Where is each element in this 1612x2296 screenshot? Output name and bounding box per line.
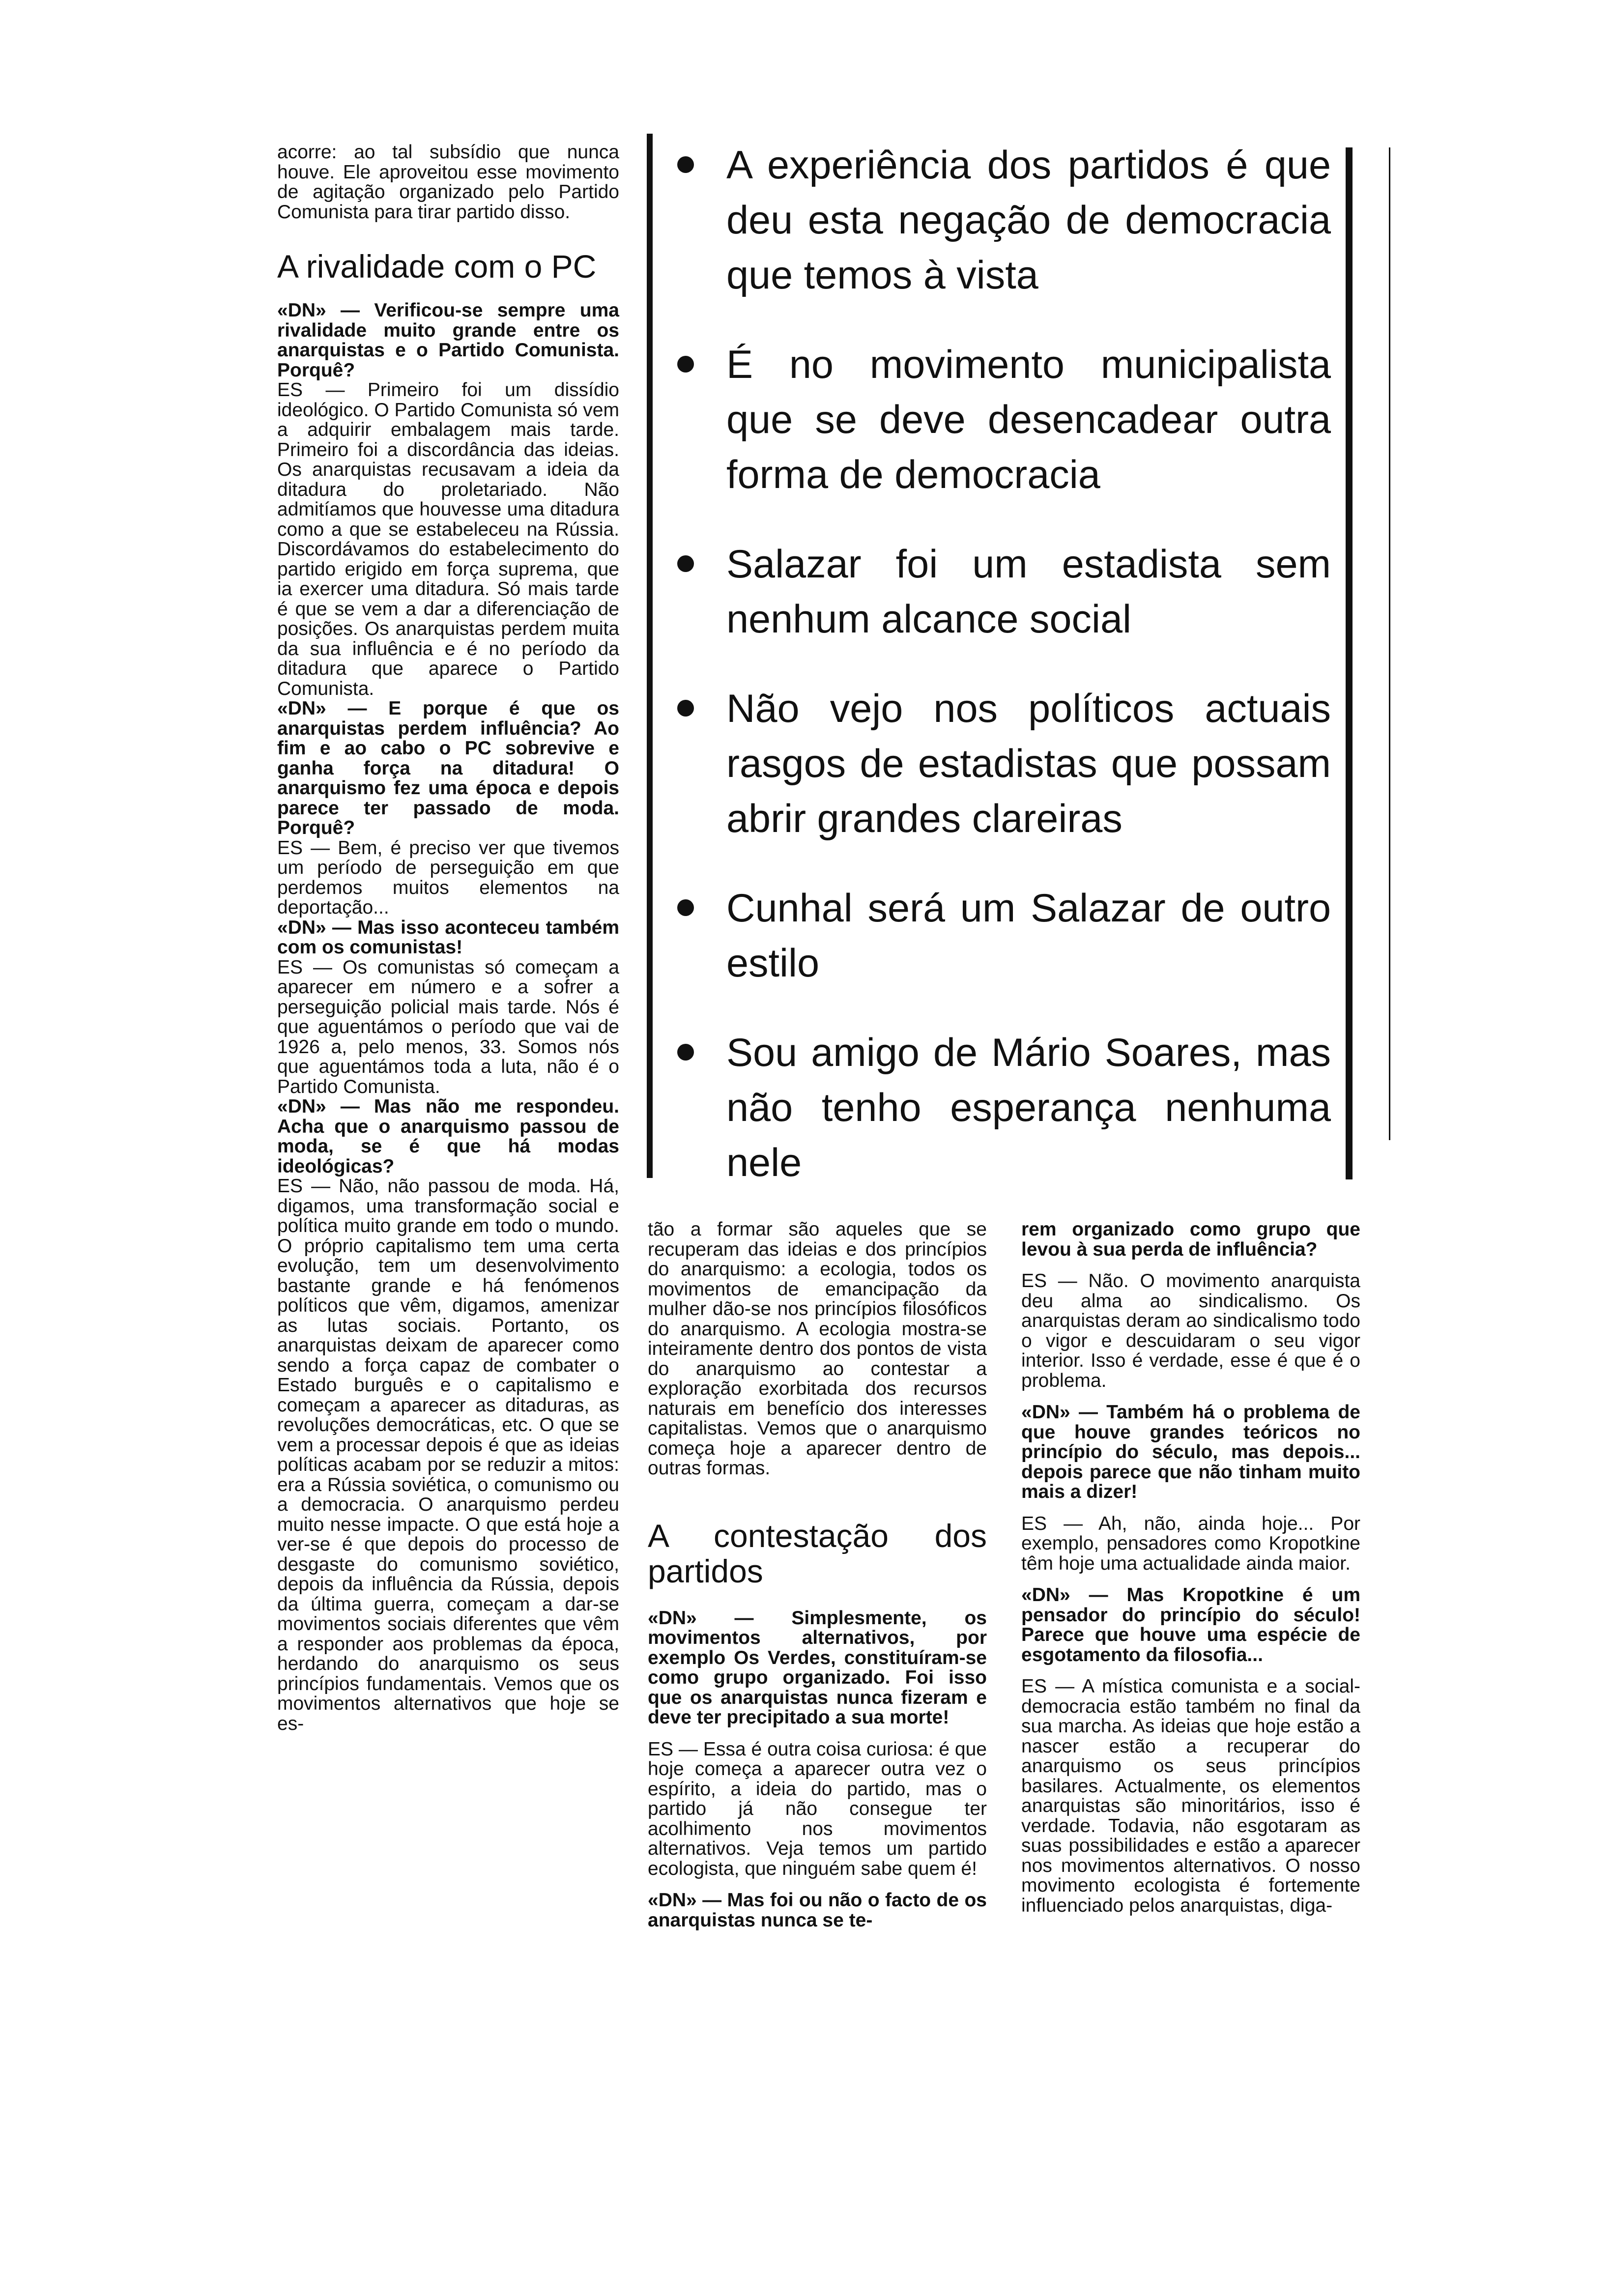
bullet-icon (677, 156, 694, 173)
question-1: «DN» — Verificou-se sempre uma rivalidade muito grande entre os anarquistas e o Partido Comunista. Porquê? (277, 300, 619, 381)
column-3 (1021, 1220, 1360, 1916)
answer-1: ES — Primeiro foi um dissídio ideológico. O Partido Comunista só vem a adquirir embalagem mais tarde. Primeiro foi a discordância das ideias. Os anarquistas recusavam a ideia da ditadura do proletariado. Não admitíamos que houvesse uma ditadura como a que se estabeleceu na Rússia. Discordávamos do estabelecimento do partido erigido em força suprema, que ia exercer uma ditadura. Só mais tarde é que se vem a dar a diferenciação de posições. Os anarquistas perdem muita da sua influência e é no período da ditadura que aparece o Partido Comunista. (277, 379, 619, 699)
pullquote-text: É no movimento municipalista que se deve desencadear outra forma de democracia (726, 343, 1331, 497)
pullquote-item (677, 1025, 1331, 1190)
answer-5: ES — Essa é outra coisa curiosa: é que hoje começa a aparecer outra vez o espírito, a ideia do partido, mas o partido já não consegue ter acolhimento nos movimentos alternativos. Veja temos um partido ecologista, que ninguém sabe quem é! (648, 1738, 987, 1879)
answer-7: ES — Ah, não, ainda hoje... Por exemplo, pensadores como Kropotkine têm hoje uma actualidade ainda maior. (1021, 1513, 1360, 1574)
answer-6: ES — Não. O movimento anarquista deu alma ao sindicalismo. Os anarquistas deram ao sindicalismo todo o vigor e descuidaram o seu vigor interior. Isso é verdade, esse é que é o problema. (1021, 1270, 1360, 1391)
pullquote-list (677, 138, 1331, 1190)
pullquote-left-rule (647, 134, 653, 1178)
pullquote-text: Sou amigo de Mário Soares, mas não tenho esperança nenhuma nele (726, 1031, 1331, 1185)
pullquote-text: Cunhal será um Salazar de outro estilo (726, 886, 1331, 985)
bullet-icon (677, 1044, 694, 1061)
page-edge-rule (1389, 147, 1390, 1140)
pullquote-item (677, 337, 1331, 502)
pullquote-text: A experiência dos partidos é que deu esta negação de democracia que temos à vista (726, 143, 1331, 297)
section-heading-contestacao: A contestação dos partidos (648, 1517, 987, 1589)
pullquote-item (677, 881, 1331, 991)
bullet-icon (677, 356, 694, 373)
bullet-icon (677, 700, 694, 717)
column-1 (277, 143, 619, 1734)
question-2: «DN» — E porque é que os anarquistas perdem influência? Ao fim e ao cabo o PC sobrevive e ganha força na ditadura! O anarquismo fez uma época e depois parece ter passado de moda. Porquê? (277, 698, 619, 838)
bullet-icon (677, 555, 694, 572)
answer-4: ES — Não, não passou de moda. Há, digamos, uma transformação social e política muito grande em todo o mundo. O próprio capitalismo tem uma certa evolução, tem um desenvolvimento bastante grande e há fenómenos políticos que vêm, digamos, amenizar as lutas sociais. Portanto, os anarquistas deixam de aparecer como sendo a força capaz de combater o Estado burguês e o capitalismo e começam a aparecer as ditaduras, as revoluções democráticas, etc. O que se vem a processar depois é que as ideias políticas acabam por se reduzir a mitos: era a Rússia soviética, o comunismo ou a democracia. O anarquismo perdeu muito nesse impacte. O que está hoje a ver-se é que depois do processo de desgaste do comunismo soviético, depois da influência da Rússia, depois da última guerra, começam a dar-se movimentos sociais diferentes que vêm a responder aos problemas da época, herdando do anarquismo os seus princípios fundamentais. Vemos que os movimentos alternativos que hoje se es- (277, 1176, 619, 1734)
answer-3: ES — Os comunistas só começam a aparecer em número e a sofrer a perseguição policial mais tarde. Nós é que aguentámos o período que vai de 1926 a, pelo menos, 33. Somos nós que aguentámos toda a luta, não é o Partido Comunista. (277, 956, 619, 1097)
question-4: «DN» — Mas não me respondeu. Acha que o anarquismo passou de moda, se é que há modas ideológicas? (277, 1096, 619, 1177)
intro-paragraph: acorre: ao tal subsídio que nunca houve. Ele aproveitou esse movimento de agitação organizado pelo Partido Comunista para tirar partido disso. (277, 142, 619, 223)
pullquote-text: Salazar foi um estadista sem nenhum alcance social (726, 542, 1331, 641)
answer-2: ES — Bem, é preciso ver que tivemos um período de perseguição em que perdemos muitos elementos na deportação... (277, 837, 619, 918)
bullet-icon (677, 899, 694, 916)
section-heading-rivalidade: A rivalidade com o PC (277, 248, 597, 285)
pullquote-item (677, 537, 1331, 647)
pullquote-right-rule (1346, 147, 1353, 1179)
question-5: «DN» — Simplesmente, os movimentos alternativos, por exemplo Os Verdes, constituíram-se como grupo organizado. Foi isso que os anarquistas nunca fizeram e deve ter precipitado a sua morte! (648, 1607, 987, 1728)
question-6: «DN» — Mas foi ou não o facto de os anarquistas nunca se te- (648, 1890, 987, 1931)
answer-8: ES — A mística comunista e a social-democracia estão também no final da sua marcha. As ideias que hoje estão a nascer estão a recuperar do anarquismo os seus princípios basilares. Actualmente, os elementos anarquistas são minoritários, isso é verdade. Todavia, não esgotaram as suas possibilidades e estão a aparecer nos movimentos alternativos. O nosso movimento ecologista é fortemente influenciado pelos anarquistas, diga- (1021, 1676, 1360, 1916)
continuation-paragraph: tão a formar são aqueles que se recuperam das ideias e dos princípios do anarquismo: a ecologia, todos os movimentos de emancipação da mulher dão-se nos princípios filosóficos do anarquismo. A ecologia mostra-se inteiramente dentro dos pontos de vista do anarquismo ao contestar a exploração exorbitada dos recursos naturais em benefício dos interesses capitalistas. Vemos que o anarquismo começa hoje a aparecer dentro de outras formas. (648, 1219, 987, 1479)
pullquote-item (677, 681, 1331, 846)
pullquote-item (677, 138, 1331, 303)
question-6-continued: rem organizado como grupo que levou à sua perda de influência? (1021, 1219, 1360, 1260)
question-8: «DN» — Mas Kropotkine é um pensador do princípio do século! Parece que houve uma espécie de esgotamento da filosofia... (1021, 1584, 1360, 1665)
question-3: «DN» — Mas isso aconteceu também com os comunistas! (277, 917, 619, 958)
question-7: «DN» — Também há o problema de que houve grandes teóricos no princípio do século, mas depois... depois parece que não tinham muito mais a dizer! (1021, 1402, 1360, 1502)
column-2 (648, 1220, 987, 1930)
pullquote-text: Não vejo nos políticos actuais rasgos de estadistas que possam abrir grandes clareiras (726, 687, 1331, 841)
